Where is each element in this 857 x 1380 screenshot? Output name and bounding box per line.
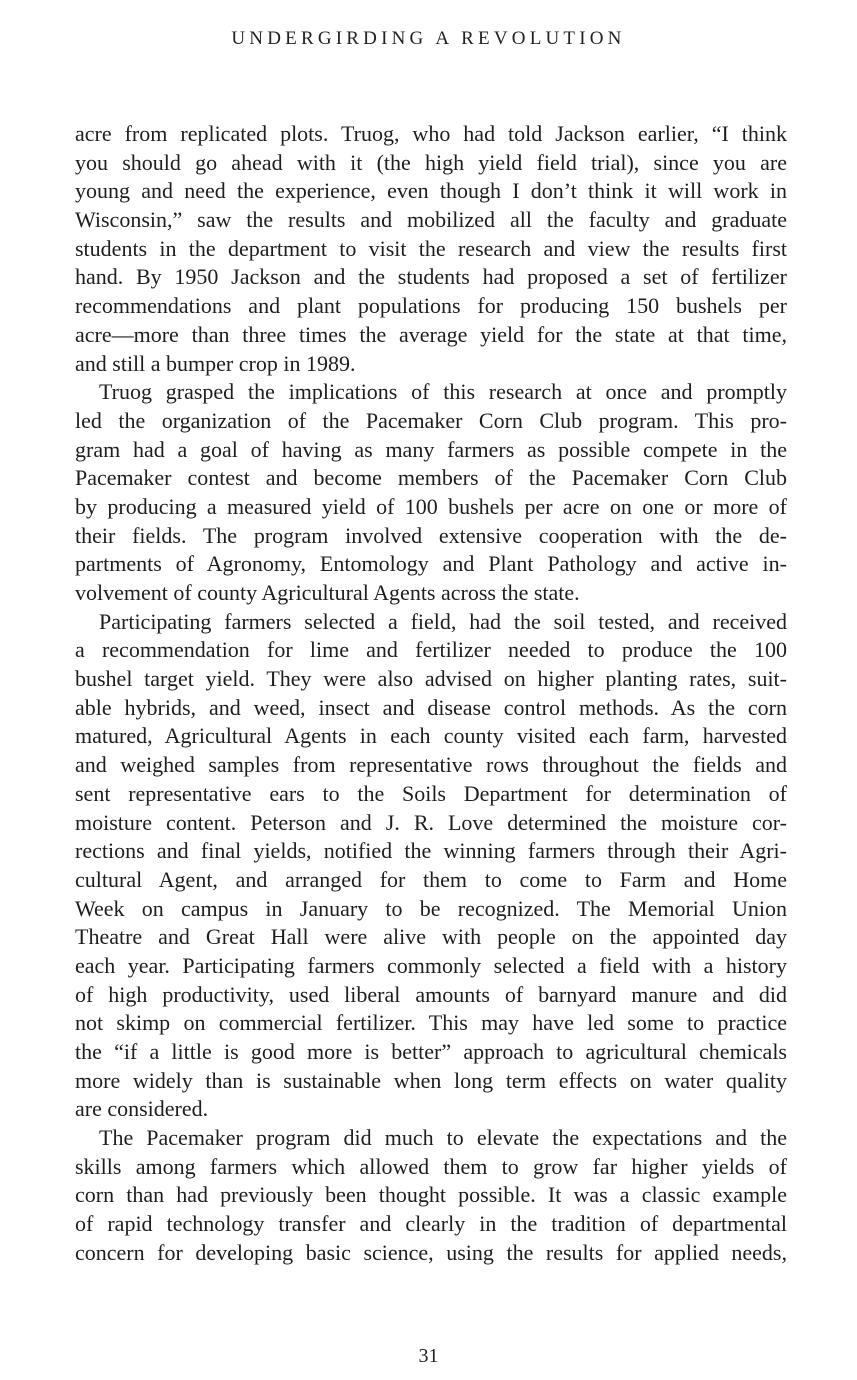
text-line: skills among farmers which allowed them to grow far higher yields of [75,1153,787,1179]
running-head: UNDERGIRDING A REVOLUTION [231,28,626,49]
text-line: bushel target yield. They were also advised on higher planting rates, suit- [75,666,787,692]
text-line: the “if a little is good more is better” approach to agricultural chemicals [75,1039,787,1064]
text-line: young and need the experience, even though I don’t think it will work in [75,178,787,204]
text-line: Participating farmers selected a field, had the soil tested, and received [99,608,787,634]
text-line: Truog grasped the implications of this research at once and promptly [99,379,787,405]
text-line: Week on campus in January to be recognized. The Memorial Union [75,895,787,921]
text-line: The Pacemaker program did much to elevate the expectations and the [99,1125,787,1151]
text-line: more widely than is sustainable when long term effects on water quality [75,1067,787,1093]
paragraph-4 [75,1124,787,1267]
text-line: acre from replicated plots. Truog, who had told Jackson earlier, “I think [75,121,787,146]
text-line: Wisconsin,” saw the results and mobilized all the faculty and graduate [75,207,787,233]
text-line: their fields. The program involved extensive cooperation with the de- [75,522,787,548]
text-line: Pacemaker contest and become members of the Pacemaker Corn Club [75,465,787,491]
text-line: able hybrids, and weed, insect and disease control methods. As the corn [75,694,787,720]
text-line: of rapid technology transfer and clearly in the tradition of departmental [75,1211,787,1237]
paragraph-3 [75,608,787,1124]
text-line: rections and final yields, notified the winning farmers through their Agri- [75,838,787,864]
text-line: volvement of county Agricultural Agents across the state. [75,580,580,605]
text-line: and still a bumper crop in 1989. [75,350,356,376]
paragraph-2 [75,378,787,608]
text-line: hand. By 1950 Jackson and the students had proposed a set of fertilizer [75,264,787,290]
text-line: matured, Agricultural Agents in each county visited each farm, harvested [75,723,787,749]
text-line: of high productivity, used liberal amounts of barnyard manure and did [75,981,787,1007]
text-line: you should go ahead with it (the high yield field trial), since you are [75,149,787,175]
text-line: by producing a measured yield of 100 bushels per acre on one or more of [75,493,787,519]
text-line: moisture content. Peterson and J. R. Love determined the moisture cor- [75,809,787,835]
text-line: sent representative ears to the Soils Department for determination of [75,780,787,806]
body-text [75,120,787,1268]
text-line: cultural Agent, and arranged for them to come to Farm and Home [75,866,787,892]
text-line: each year. Participating farmers commonly selected a field with a history [75,952,787,978]
text-line: are considered. [75,1096,209,1122]
text-line: led the organization of the Pacemaker Corn Club program. This pro- [75,407,787,433]
paragraph-1 [75,120,787,378]
text-line: gram had a goal of having as many farmers as possible compete in the [75,436,787,462]
text-line: Theatre and Great Hall were alive with people on the appointed day [75,924,787,950]
text-line: partments of Agronomy, Entomology and Plant Pathology and active in- [75,551,787,577]
text-line: corn than had previously been thought possible. It was a classic example [75,1182,787,1208]
text-line: students in the department to visit the research and view the results first [75,235,787,261]
text-line: a recommendation for lime and fertilizer needed to produce the 100 [75,637,787,663]
text-line: and weighed samples from representative rows throughout the fields and [75,752,787,778]
text-line: acre—more than three times the average yield for the state at that time, [75,321,787,347]
text-line: not skimp on commercial fertilizer. This may have led some to practice [75,1010,787,1036]
text-line: concern for developing basic science, using the results for applied needs, [75,1239,787,1265]
page-number: 31 [418,1345,439,1367]
text-line: recommendations and plant populations for producing 150 bushels per [75,293,787,319]
